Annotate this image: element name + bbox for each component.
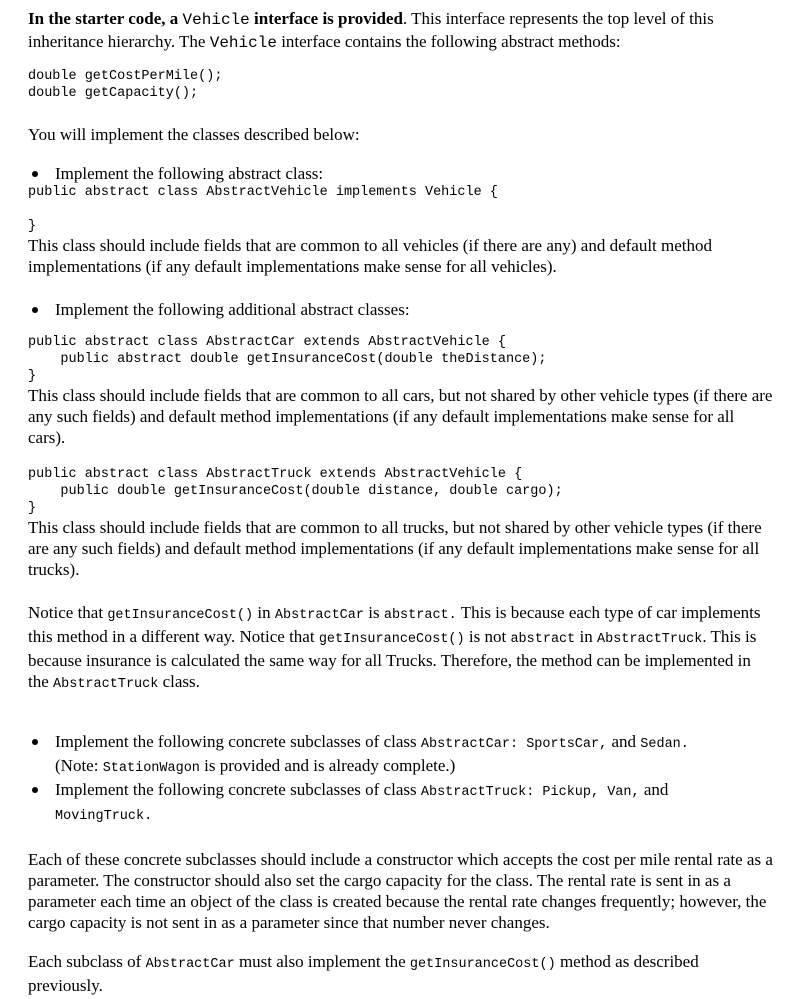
abstract-truck-desc: This class should include fields that are common to all trucks, but not shared by other vehicle types (if there are any such fields) and default method implementations (if any default implementations make sense for all trucks). <box>28 518 762 579</box>
notice-paragraph: Notice that getInsuranceCost() in AbstractCar is abstract. This is because each type of car implements this method in a different way. Notice that getInsuranceCost() is not abstract in AbstractTruck. This is because insurance is calculated the same way for all Trucks. Therefore, the method can be implemented in the AbstractTruck class. <box>28 603 761 692</box>
document <box>28 8 773 996</box>
interface-methods-code: double getCostPerMile(); double getCapacity(); <box>28 69 223 101</box>
abstract-car-code: public abstract class AbstractCar extends AbstractVehicle { public abstract double getInsuranceCost(double theDistance); } <box>28 335 547 384</box>
bullet-concrete-truck: Implement the following concrete subclasses of class AbstractTruck: Pickup, Van, and MovingTruck. <box>28 779 773 827</box>
final-paragraph: Each subclass of AbstractCar must also implement the getInsuranceCost() method as described previously. <box>28 952 699 995</box>
abstract-car-desc: This class should include fields that are common to all cars, but not shared by other vehicle types (if there are any such fields) and default method implementations (if any default implementations make sense for all cars). <box>28 386 773 447</box>
implement-intro: You will implement the classes described below: <box>28 125 360 144</box>
bullet-concrete-car: Implement the following concrete subclasses of class AbstractCar: SportsCar, and Sedan. (Note: StationWagon is provided and is already complete.) <box>28 731 773 779</box>
vehicle-code: Vehicle <box>182 11 250 29</box>
additional-list <box>28 299 773 320</box>
concrete-list <box>28 731 773 827</box>
abstract-truck-code: public abstract class AbstractTruck extends AbstractVehicle { public double getInsuranceCost(double distance, double cargo); } <box>28 467 563 516</box>
intro-paragraph: In the starter code, a Vehicle interface is provided. This interface represents the top level of this inheritance hierarchy. The Vehicle interface contains the following abstract methods: <box>28 9 714 52</box>
bullet-additional: Implement the following additional abstract classes: <box>28 299 773 320</box>
bullet-abstract-vehicle: Implement the following abstract class: <box>28 163 773 184</box>
intro-bold: In the starter code, a Vehicle interface is provided <box>28 9 403 29</box>
abstract-vehicle-code: public abstract class AbstractVehicle implements Vehicle { } <box>28 185 498 234</box>
abstract-vehicle-desc: This class should include fields that are common to all vehicles (if there are any) and default method implementations (if any default implementations make sense for all vehicles). <box>28 236 713 276</box>
vehicle-code-2: Vehicle <box>209 34 277 52</box>
abstract-vehicle-list <box>28 163 773 184</box>
constructor-paragraph: Each of these concrete subclasses should include a constructor which accepts the cost per mile rental rate as a parameter. The constructor should also set the cargo capacity for the class. The rental rate is sent in as a parameter each time an object of the class is created because the rental rate changes frequently; however, the cargo capacity is not sent in as a parameter since that number never changes. <box>28 850 773 932</box>
